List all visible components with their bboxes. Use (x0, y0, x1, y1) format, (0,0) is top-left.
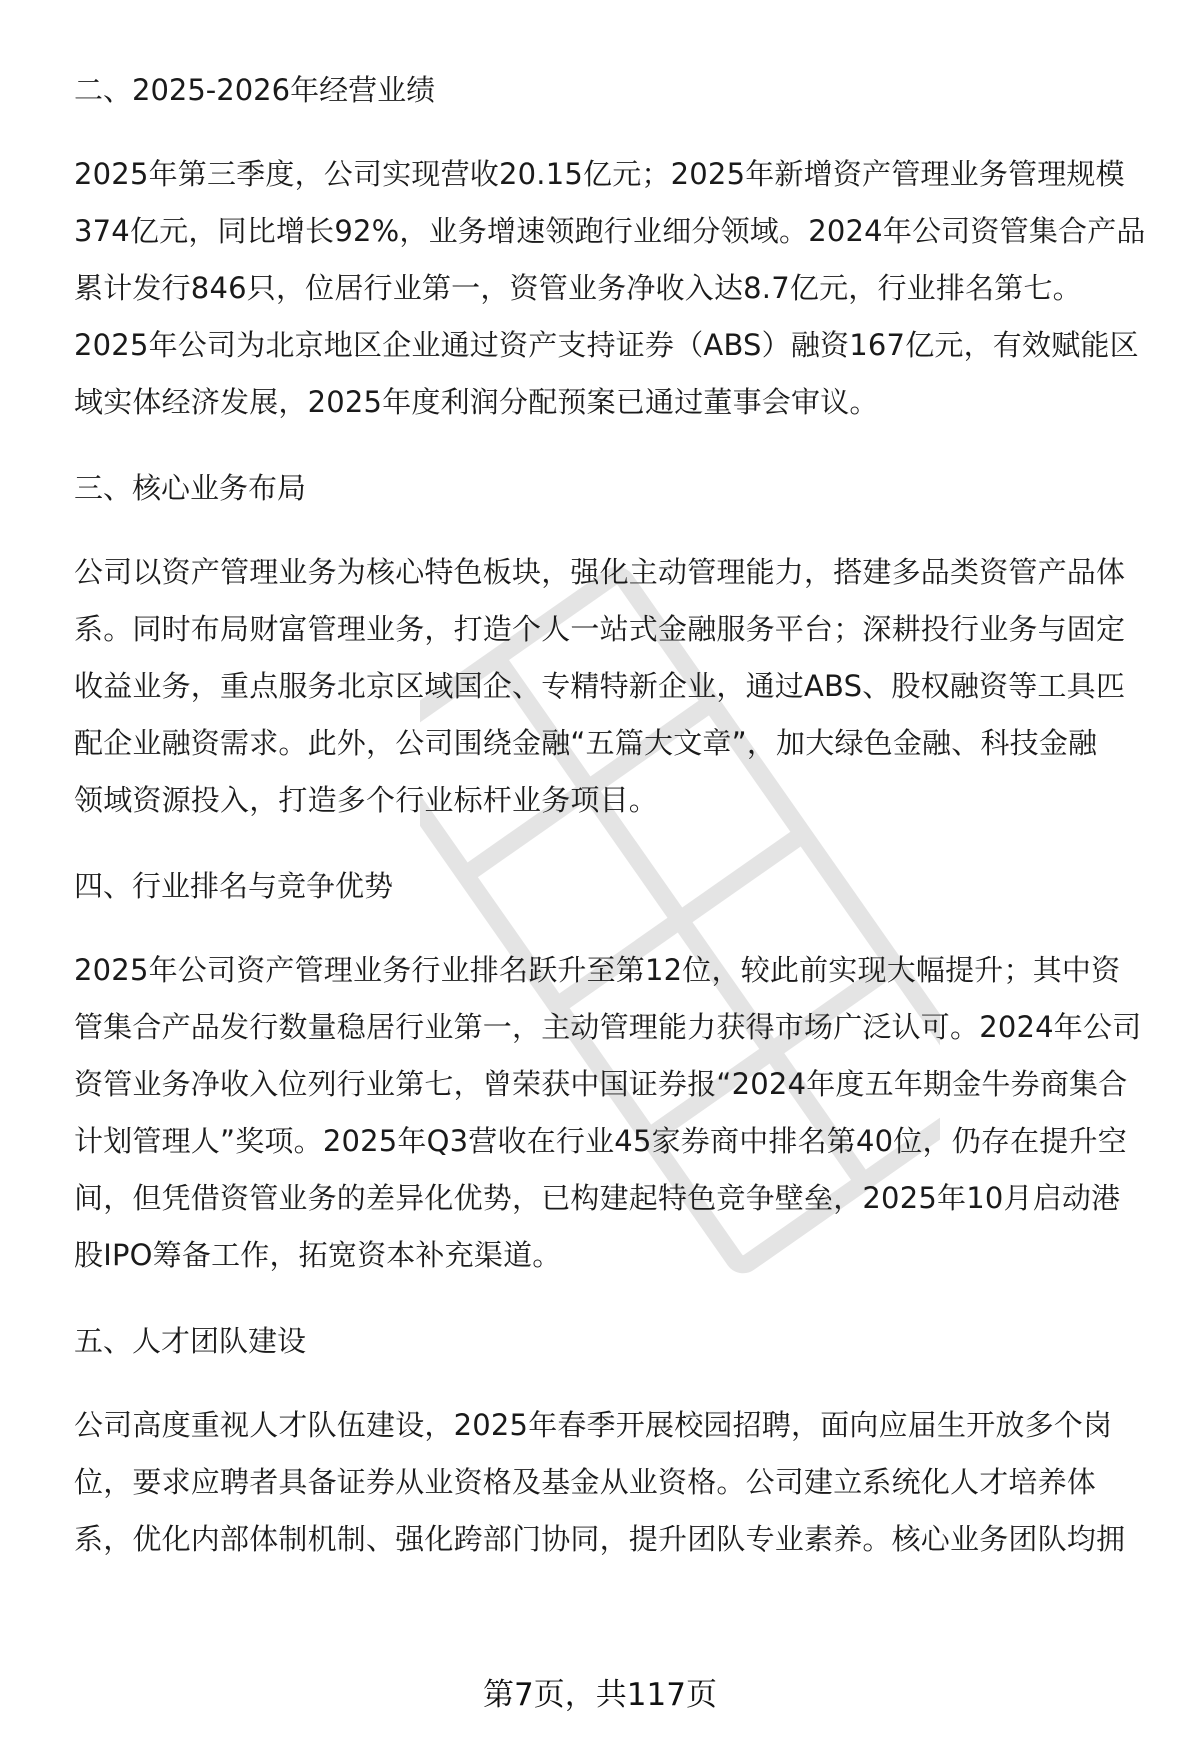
section-paragraph-ranking: 2025年公司资产管理业务行业排名跃升至第12位，较此前实现大幅提升；其中资 管集合产品发行数量稳居行业第一，主动管理能力获得市场广泛认可。2024年公司 资管业务净收入位列行业第七，曾荣获中国证券报“2024年度五年期金牛券商集合 计划管理人”奖项。2025年Q3营收在行业45家券商中排名第40位，仍存在提升空 间，但凭借资管业务的差异化优势，已构建起特色竞争壁垒，2025年10月启动港 股IPO筹备工作，拓宽资本补充渠道。 (74, 953, 1142, 1272)
section-heading-ranking: 四、行业排名与竞争优势 (74, 869, 394, 903)
section-heading-performance: 二、2025-2026年经营业绩 (74, 73, 436, 107)
section-paragraph-performance: 2025年第三季度，公司实现营收20.15亿元；2025年新增资产管理业务管理规模 374亿元，同比增长92%，业务增速领跑行业细分领域。2024年公司资管集合产品 累计发行846只，位居行业第一，资管业务净收入达8.7亿元，行业排名第七。 2025年公司为北京地区企业通过资产支持证券（ABS）融资167亿元，有效赋能区 域实体经济发展，2025年度利润分配预案已通过董事会审议。 (74, 157, 1146, 419)
section-paragraph-talent: 公司高度重视人才队伍建设，2025年春季开展校园招聘，面向应届生开放多个岗 位，要求应聘者具备证券从业资格及基金从业资格。公司建立系统化人才培养体 系，优化内部体制机制、强化跨部门协同，提升团队专业素养。核心业务团队均拥 (74, 1408, 1126, 1556)
section-heading-core-business: 三、核心业务布局 (74, 471, 307, 505)
document-page (74, 56, 1154, 1591)
section-paragraph-core-business: 公司以资产管理业务为核心特色板块，强化主动管理能力，搭建多品类资管产品体 系。同时布局财富管理业务，打造个人一站式金融服务平台；深耕投行业务与固定 收益业务，重点服务北京区域国企、专精特新企业，通过ABS、股权融资等工具匹 配企业融资需求。此外，公司围绕金融“五篇大文章”，加大绿色金融、科技金融 领域资源投入，打造多个行业标杆业务项目。 (74, 555, 1126, 817)
section-heading-talent: 五、人才团队建设 (74, 1324, 307, 1358)
page-number-footer: 第7页，共117页 (483, 1677, 717, 1713)
